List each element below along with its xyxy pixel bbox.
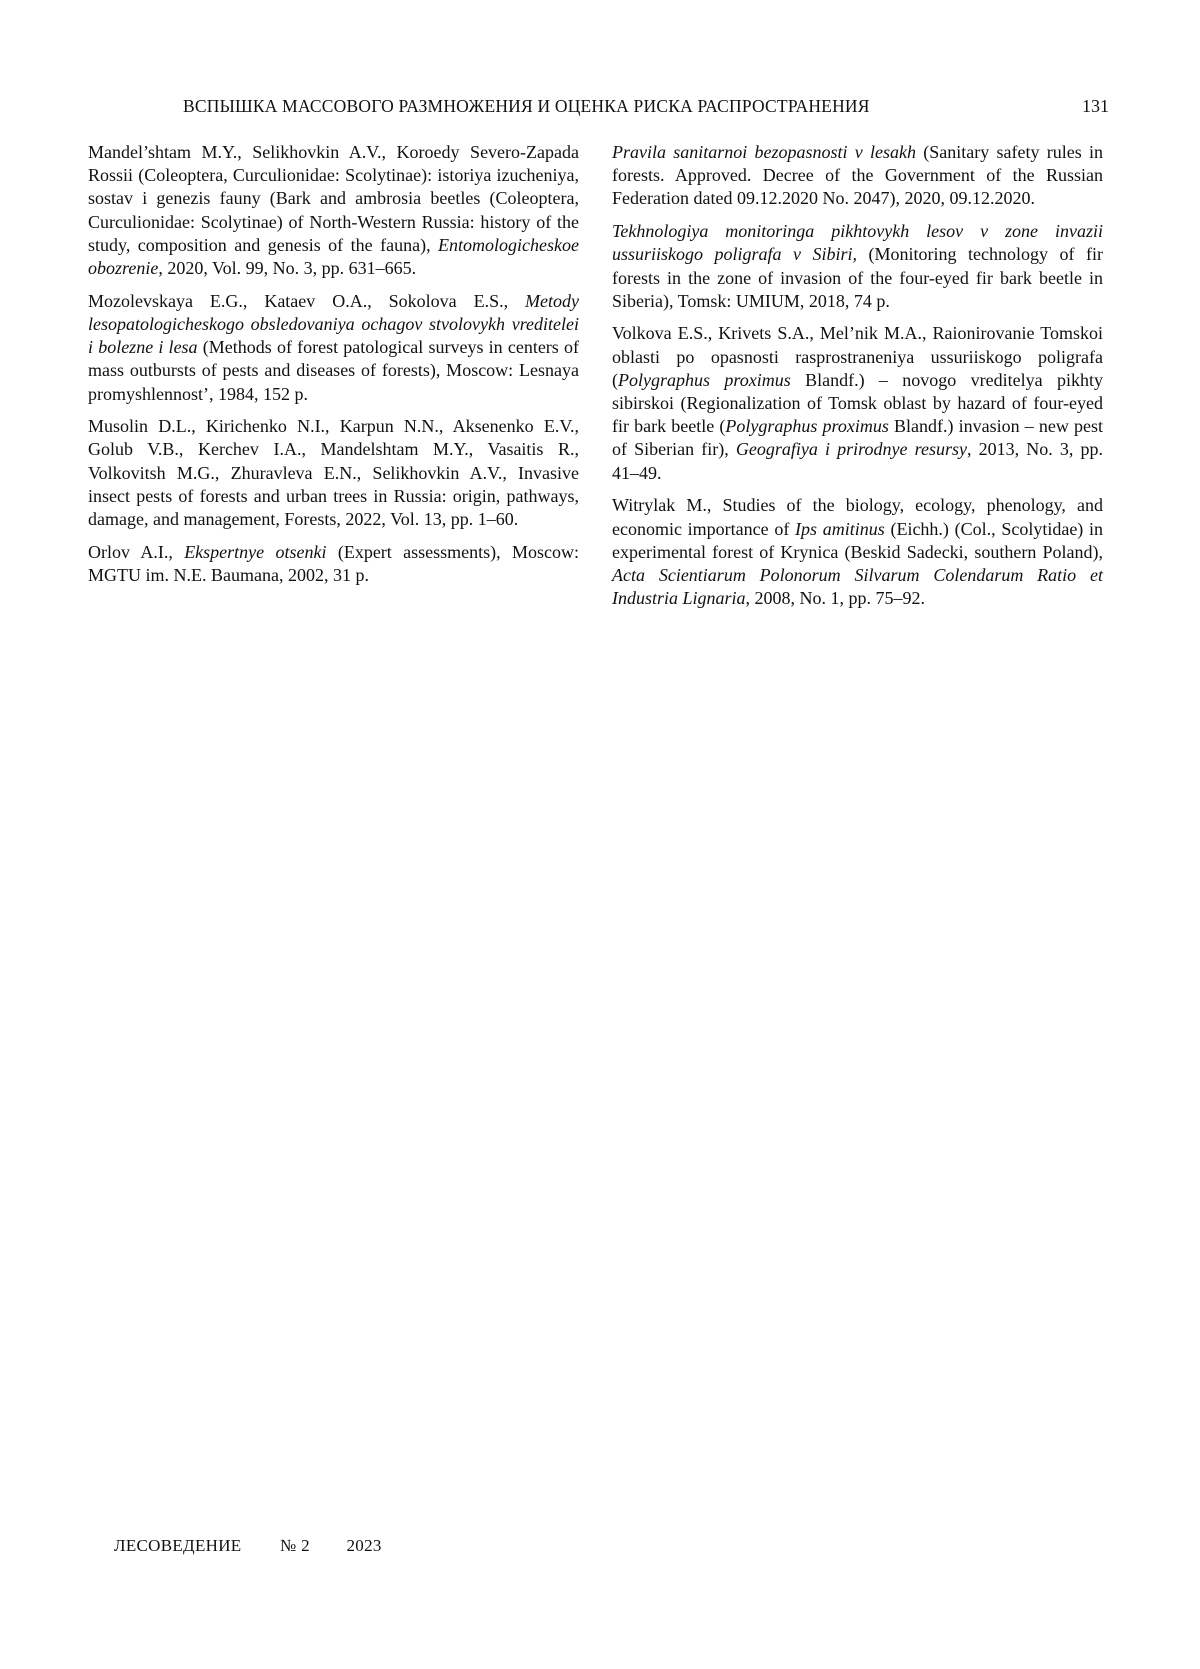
reference-entry — [612, 494, 1103, 610]
reference-italic-title: Metody lesopatologicheskogo obsledovaniya ochagov stvolovykh vreditelei i bolezne i lesa — [88, 290, 579, 358]
reference-entry — [612, 220, 1103, 313]
reference-text: Witrylak M., Studies of the biology, ecology, phenology, and economic importance of — [612, 495, 1103, 539]
reference-entry — [88, 415, 579, 531]
reference-entry — [88, 141, 579, 280]
reference-text: Blandf.) invasion – new pest of Siberian fir), — [612, 416, 1103, 460]
reference-italic-species: Polygraphus proximus — [725, 416, 889, 437]
reference-entry — [88, 290, 579, 406]
reference-italic-title: Entomologicheskoe obozrenie — [88, 234, 579, 279]
reference-italic-title: Tekhnologiya monitoringa pikhtovykh lesov v zone invazii ussuriiskogo poligrafa v Sibiri, — [612, 221, 1103, 265]
reference-italic-species: Polygraphus proximus — [618, 369, 791, 390]
reference-text: (Eichh.) (Col., Scolytidae) in experimental forest of Krynica (Beskid Sadecki, southern Poland), — [612, 518, 1103, 562]
reference-text: (Sanitary safety rules in forests. Approved. Decree of the Government of the Russian Federation dated 09.12.2020 No. 2047), 2020, 09.12.2020. — [612, 142, 1103, 209]
footer-year: 2023 — [346, 1536, 382, 1555]
reference-text: Mandel’shtam M.Y., Selikhovkin A.V., Koroedy Severo-Zapada Rossii (Coleoptera, Curculionidae: Scolytinae): istoriya izucheniya, sostav i genezis fauny (Bark and ambrosia beetles (Coleoptera, Curculionidae: Scolytinae) of North-Western Russia: history of the study, composition and genesis of the fauna), — [88, 142, 579, 255]
reference-italic-title: Geografiya i prirodnye resursy — [735, 439, 967, 460]
reference-italic-title: Ekspertnye otsenki — [184, 541, 327, 562]
references-column-right — [612, 141, 1103, 620]
reference-italic-species: Ips amitinus — [795, 518, 885, 539]
reference-italic-title: Pravila sanitarnoi bezopasnosti v lesakh — [612, 142, 917, 162]
reference-text: (Monitoring technology of fir forests in the zone of invasion of the four-eyed fir bark beetle in Siberia), Tomsk: UMIUM, 2018, 74 p. — [612, 244, 1104, 311]
reference-italic-title: Acta Scientiarum Polonorum Silvarum Colendarum Ratio et Industria Lignaria — [612, 564, 1103, 609]
reference-entry — [612, 322, 1103, 484]
reference-text: Blandf.) – novogo vreditelya pikhty sibirskoi (Regionalization of Tomsk oblast by hazard of four-eyed fir bark beetle ( — [612, 369, 1104, 437]
reference-text: , 2013, No. 3, pp. 41–49. — [612, 439, 1104, 483]
reference-text: Orlov A.I., — [88, 541, 185, 562]
running-title: ВСПЫШКА МАССОВОГО РАЗМНОЖЕНИЯ И ОЦЕНКА РИСКА РАСПРОСТРАНЕНИЯ — [183, 96, 870, 116]
reference-text: (Expert assessments), Moscow: MGTU im. N.E. Baumana, 2002, 31 p. — [88, 541, 579, 585]
page-number: 131 — [1082, 96, 1109, 116]
references-column-left — [88, 141, 579, 597]
reference-text: Mozolevskaya E.G., Kataev O.A., Sokolova E.S., — [88, 290, 526, 311]
reference-text: Volkova E.S., Krivets S.A., Mel’nik M.A., Raionirovanie Tomskoi oblasti po opasnosti rasprostraneniya ussuriiskogo poligrafa ( — [612, 323, 1103, 390]
reference-text: (Methods of forest patological surveys in centers of mass outbursts of pests and diseases of forests), Moscow: Lesnaya promyshlennost’, 1984, 152 p. — [88, 337, 579, 404]
page-footer — [114, 1536, 382, 1556]
reference-text: , 2020, Vol. 99, No. 3, pp. 631–665. — [158, 258, 417, 279]
reference-entry — [88, 541, 579, 587]
reference-text: , 2008, No. 1, pp. 75–92. — [745, 588, 926, 609]
reference-entry — [612, 141, 1103, 211]
reference-text: Musolin D.L., Kirichenko N.I., Karpun N.N., Aksenenko E.V., Golub V.B., Kerchev I.A., Mandelshtam M.Y., Vasaitis R., Volkovitsh M.G., Zhuravleva E.N., Selikhovkin A.V., Invasive insect pests of forests and urban trees in Russia: origin, pathways, damage, and management, Forests, 2022, Vol. 13, pp. 1–60. — [88, 416, 579, 530]
footer-issue-number: № 2 — [280, 1536, 310, 1555]
footer-journal-name: ЛЕСОВЕДЕНИЕ — [114, 1536, 242, 1555]
